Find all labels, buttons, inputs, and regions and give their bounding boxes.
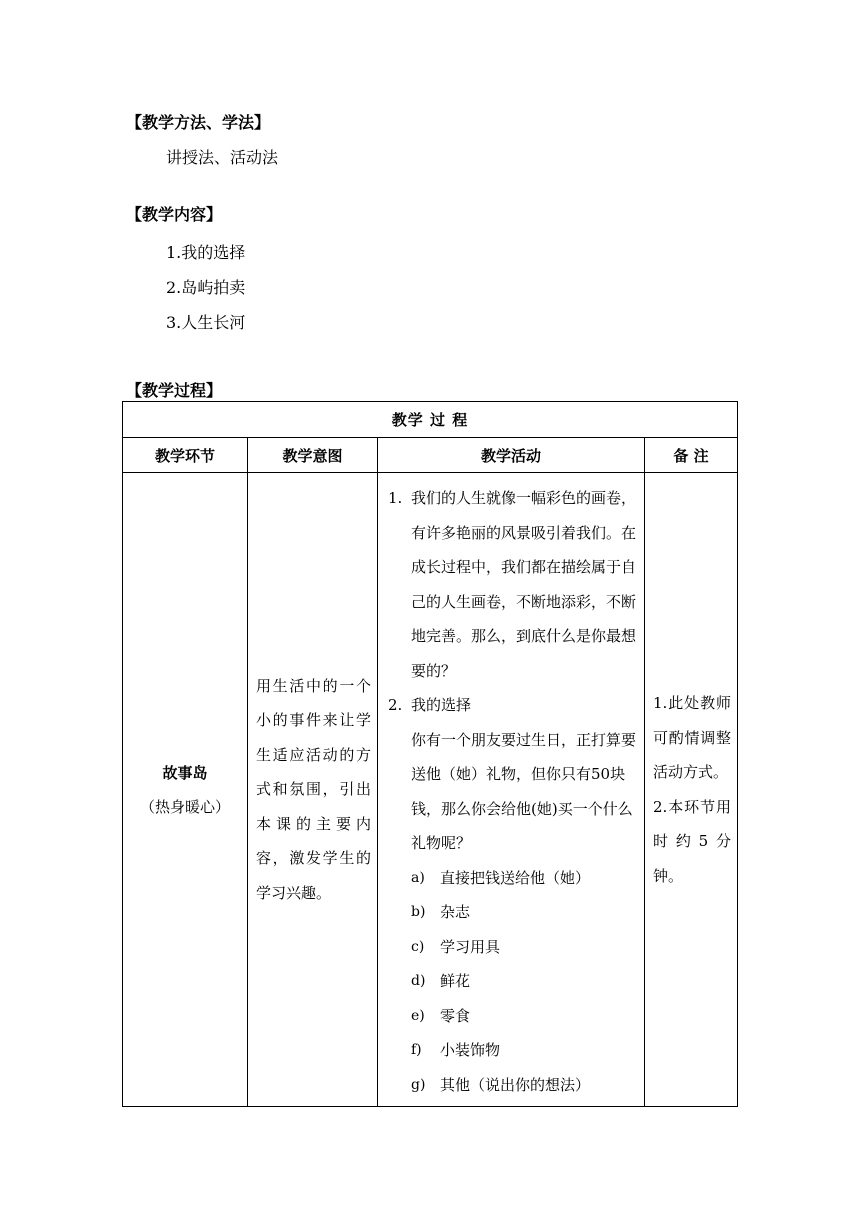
content-item: 2.岛屿拍卖 — [166, 278, 246, 297]
process-table — [122, 401, 738, 1107]
option-item — [384, 1033, 638, 1068]
intent-text: 用生活中的一个小的事件来让学生适应活动的方式和氛围，引出本课的主要内容，激发学生的学习兴趣。 — [256, 676, 371, 902]
header-activity: 教学活动 — [378, 438, 645, 473]
option-text: 杂志 — [440, 903, 471, 921]
option-letter: b) — [411, 904, 426, 920]
option-item — [384, 861, 638, 896]
stage-cell — [123, 473, 248, 1107]
table-title: 教学 过 程 — [123, 402, 738, 438]
option-letter: g) — [411, 1076, 426, 1093]
header-intent: 教学意图 — [248, 438, 378, 473]
intent-cell — [248, 473, 378, 1107]
question-title: 我的选择 — [411, 696, 472, 714]
header-notes: 备 注 — [645, 438, 738, 473]
option-item — [384, 930, 638, 965]
option-letter: d) — [411, 973, 426, 989]
option-text: 直接把钱送给他（她） — [440, 868, 591, 887]
methods-body: 讲授法、活动法 — [166, 148, 279, 167]
option-item — [384, 999, 638, 1034]
option-text: 鲜花 — [440, 972, 471, 990]
stage-subtitle: （热身暖心） — [139, 797, 230, 816]
option-item — [384, 895, 638, 930]
option-item — [384, 1068, 638, 1103]
option-letter: f) — [411, 1042, 422, 1058]
option-text: 小装饰物 — [440, 1041, 501, 1059]
question-text: 我们的人生就像一幅彩色的画卷，有许多艳丽的风景吸引着我们。在成长过程中，我们都在描绘属于自己的人生画卷，不断地添彩，不断地完善。那么，到底什么是你最想要的？ — [411, 489, 637, 680]
table-row — [123, 473, 738, 1107]
activity-cell — [378, 473, 645, 1107]
content-heading: 【教学内容】 — [126, 205, 223, 224]
note-item: 1.此处教师可酌情调整活动方式。 — [653, 694, 732, 781]
activity-question-1 — [384, 481, 638, 688]
option-letter: c) — [411, 938, 425, 955]
header-stage: 教学环节 — [123, 438, 248, 473]
process-heading: 【教学过程】 — [126, 381, 223, 400]
activity-question-2 — [384, 688, 638, 723]
content-item: 1.我的选择 — [166, 243, 246, 262]
option-letter: a) — [411, 869, 425, 886]
methods-heading: 【教学方法、学法】 — [126, 113, 271, 132]
option-text: 零食 — [440, 1006, 471, 1025]
option-text: 其他（说出你的想法） — [440, 1075, 591, 1094]
question-text: 你有一个朋友要过生日，正打算要送他（她）礼物，但你只有50块钱，那么你会给他(她)买一个什么礼物呢？ — [411, 730, 637, 852]
stage-name: 故事岛 — [162, 763, 208, 782]
note-item: 2.本环节用时约5分钟。 — [653, 797, 732, 885]
notes-cell — [645, 473, 738, 1107]
question-number: 1. — [388, 489, 403, 507]
content-item: 3.人生长河 — [166, 313, 246, 332]
option-letter: e) — [411, 1007, 425, 1024]
option-text: 学习用具 — [440, 937, 501, 956]
option-item — [384, 964, 638, 999]
question-number: 2. — [388, 696, 403, 714]
